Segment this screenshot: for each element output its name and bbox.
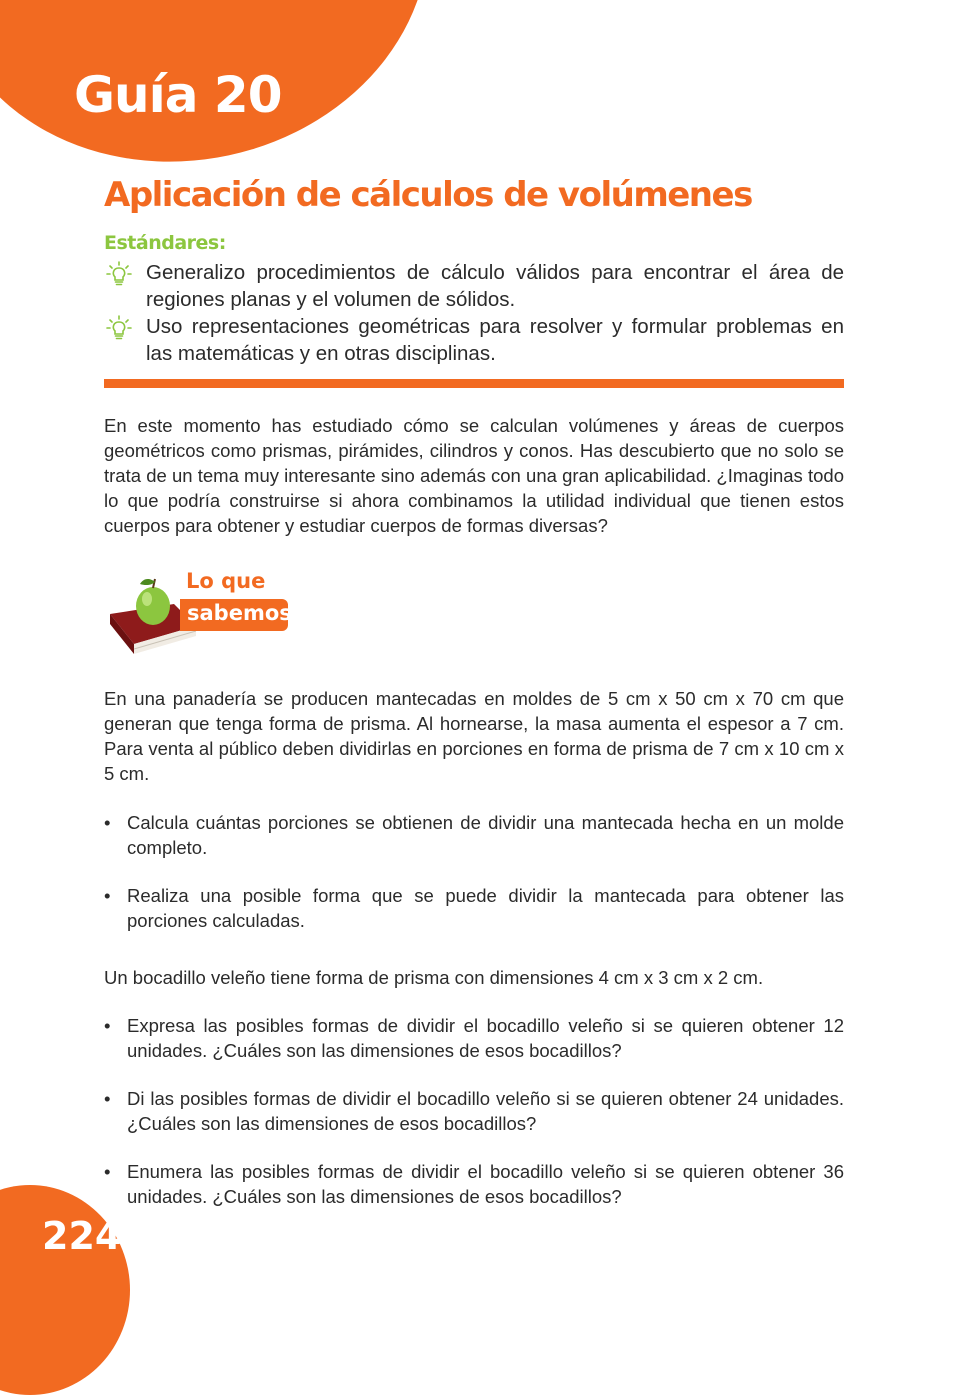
list-item [104,883,844,933]
task-text: Expresa las posibles formas de dividir el bocadillo veleño si se quieren obtener 12 unidades. ¿Cuáles son las dimensiones de esos bocadillos? [127,1015,844,1061]
guide-label: Guía 20 [74,66,282,124]
bullet: • [104,1088,111,1109]
standards-list [104,259,844,367]
standard-text: Generalizo procedimientos de cálculo válidos para encontrar el área de regiones planas y el volumen de sólidos. [146,261,844,311]
task-text: Calcula cuántas porciones se obtienen de dividir una mantecada hecha en un molde completo. [127,812,844,858]
task-text: Di las posibles formas de dividir el bocadillo veleño si se quieren obtener 24 unidades. ¿Cuáles son las dimensiones de esos bocadillos? [127,1088,844,1134]
problem-paragraph: En una panadería se producen mantecadas en moldes de 5 cm x 50 cm x 70 cm que generan que tenga forma de prisma. Al hornearse, la masa aumenta el espesor a 7 cm. Para venta al público deben dividirlas en porciones en forma de prisma de 7 cm x 10 cm x 5 cm. [104,688,844,784]
standard-item [104,259,844,313]
task-text: Realiza una posible forma que se puede dividir la mantecada para obtener las porciones calculadas. [127,885,844,931]
bocadillo-paragraph: Un bocadillo veleño tiene forma de prisma con dimensiones 4 cm x 3 cm x 2 cm. [104,967,764,988]
section-title-line1: Lo que [186,569,266,593]
standards-label: Estándares: [104,232,226,254]
section-divider [104,379,844,388]
list-item [104,1013,844,1063]
bullet: • [104,885,111,906]
task-list [104,1013,844,1232]
bullet: • [104,812,111,833]
list-item [104,1159,844,1209]
standard-item [104,313,844,367]
list-item [104,810,844,860]
task-list [104,810,844,956]
lightbulb-icon [106,261,132,287]
section-title-line2: sabemos [187,601,292,625]
intro-paragraph: En este momento has estudiado cómo se calculan volúmenes y áreas de cuerpos geométricos como prismas, pirámides, cilindros y conos. Has descubierto que no solo se trata de un tema muy interesante sino además con una gran aplicabilidad. ¿Imaginas todo lo que podría construirse si ahora combinamos la utilidad individual que tienen estos cuerpos para obtener y estudiar cuerpos de formas diversas? [104,415,844,536]
lightbulb-icon [106,315,132,341]
bullet: • [104,1015,111,1036]
standard-text: Uso representaciones geométricas para resolver y formular problemas en las matemáticas y en otras disciplinas. [146,315,844,365]
list-item [104,1086,844,1136]
bullet: • [104,1161,111,1182]
task-text: Enumera las posibles formas de dividir el bocadillo veleño si se quieren obtener 36 unidades. ¿Cuáles son las dimensiones de esos bocadillos? [127,1161,844,1207]
page-title: Aplicación de cálculos de volúmenes [104,175,752,215]
page-number: 224 [42,1214,122,1258]
